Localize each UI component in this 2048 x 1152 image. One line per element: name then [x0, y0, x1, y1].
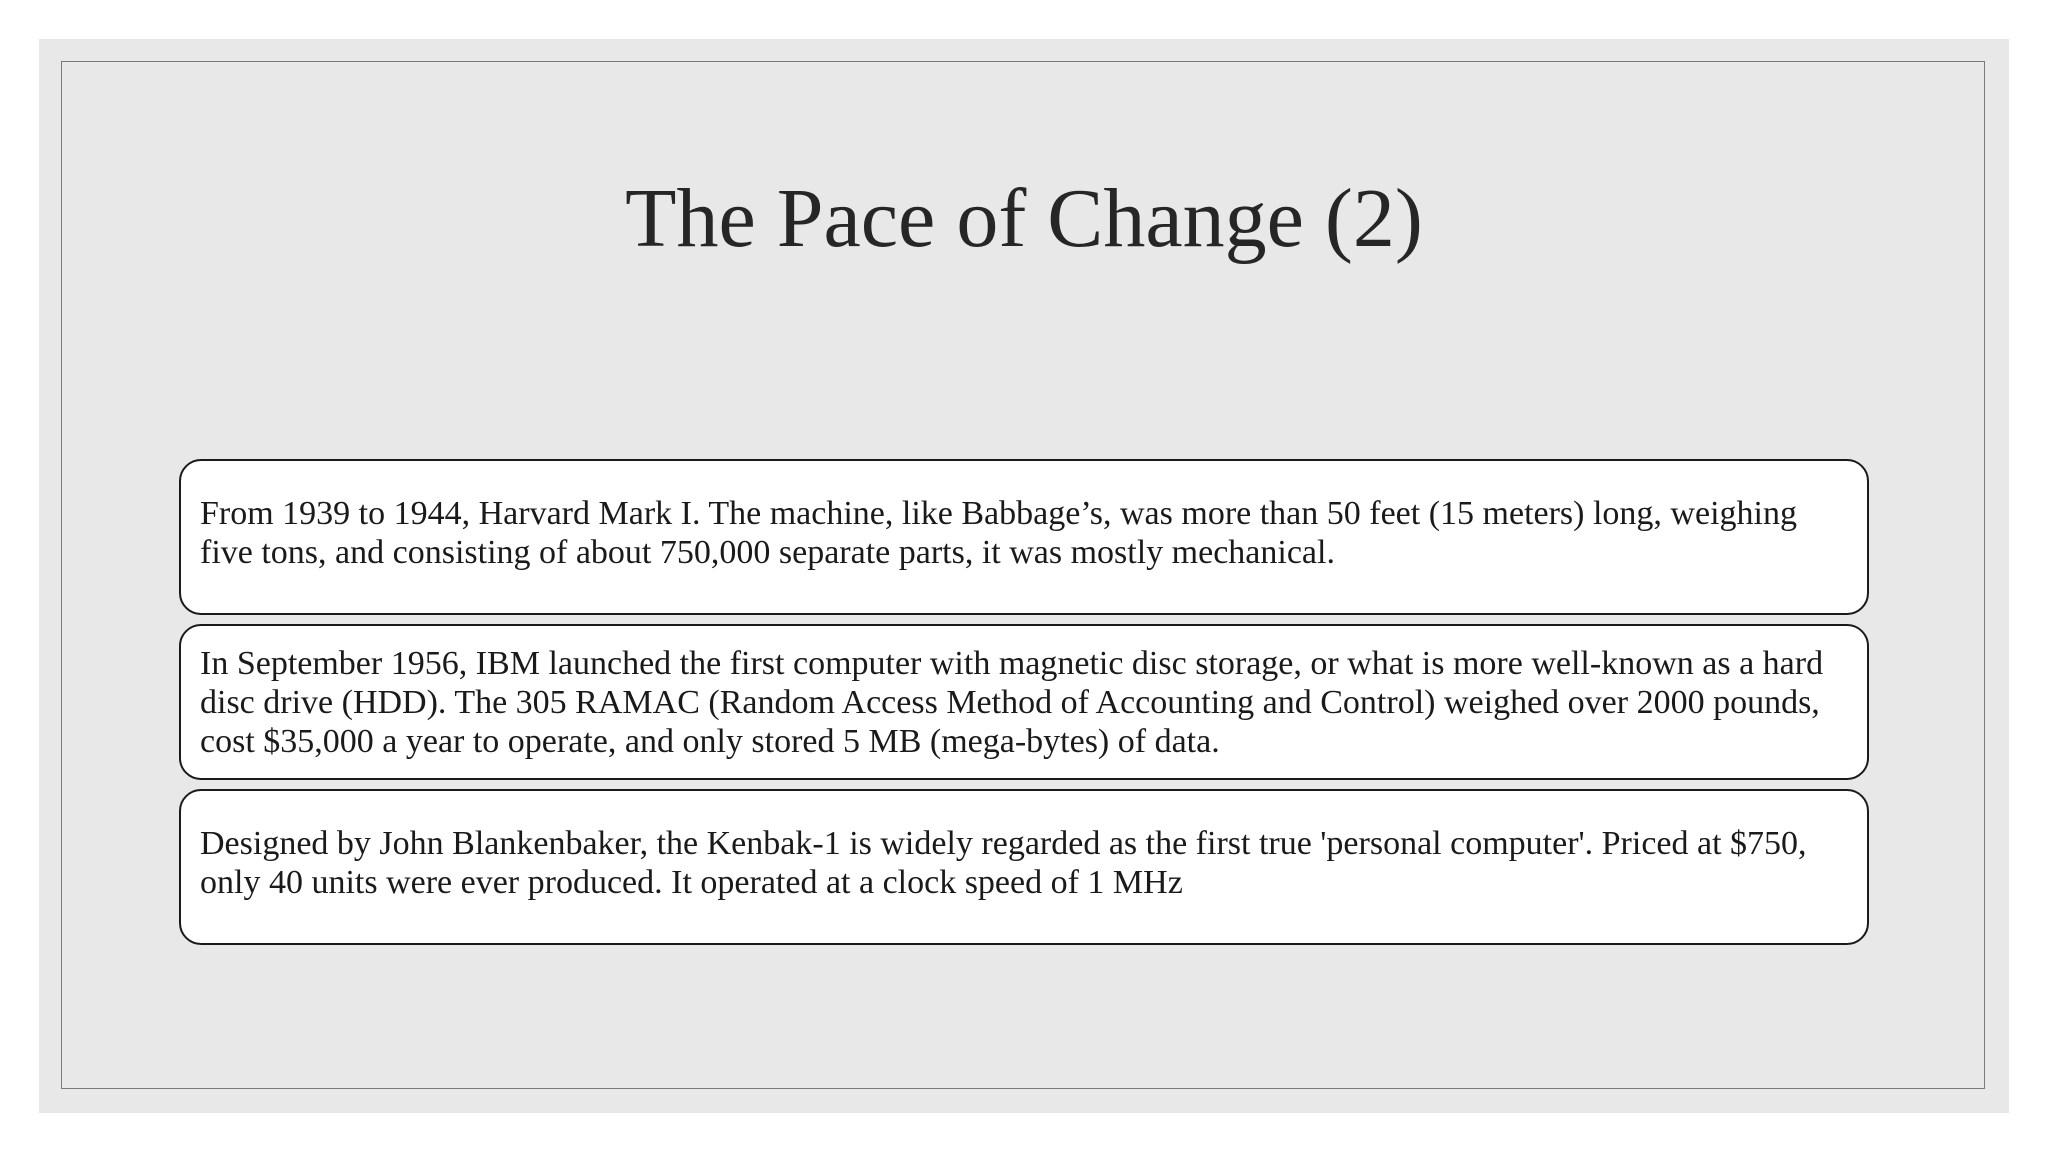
content-text: From 1939 to 1944, Harvard Mark I. The machine, like Babbage’s, was more than 50 feet (15 meters) long, weighing five tons, and consisting of about 750,000 separate parts, it was mostly mechanical. — [200, 495, 1797, 571]
content-text: In September 1956, IBM launched the first computer with magnetic disc storage, or what is more well-known as a hard disc drive (HDD). The 305 RAMAC (Random Access Method of Accounting and Control) weighed over 2000 pounds, cost $35,000 a year to operate, and only stored 5 MB (mega-bytes) of data. — [200, 644, 1824, 760]
content-box-kenbak — [179, 789, 1869, 945]
content-box-ramac — [179, 624, 1869, 780]
content-box-mark-i — [179, 459, 1869, 615]
slide-title: The Pace of Change (2) — [625, 172, 1423, 265]
content-text: Designed by John Blankenbaker, the Kenbak-1 is widely regarded as the first true 'personal computer'. Priced at $750, only 40 units were ever produced. It operated at a clock speed of 1 MHz — [200, 825, 1807, 901]
slide — [39, 39, 2009, 1113]
